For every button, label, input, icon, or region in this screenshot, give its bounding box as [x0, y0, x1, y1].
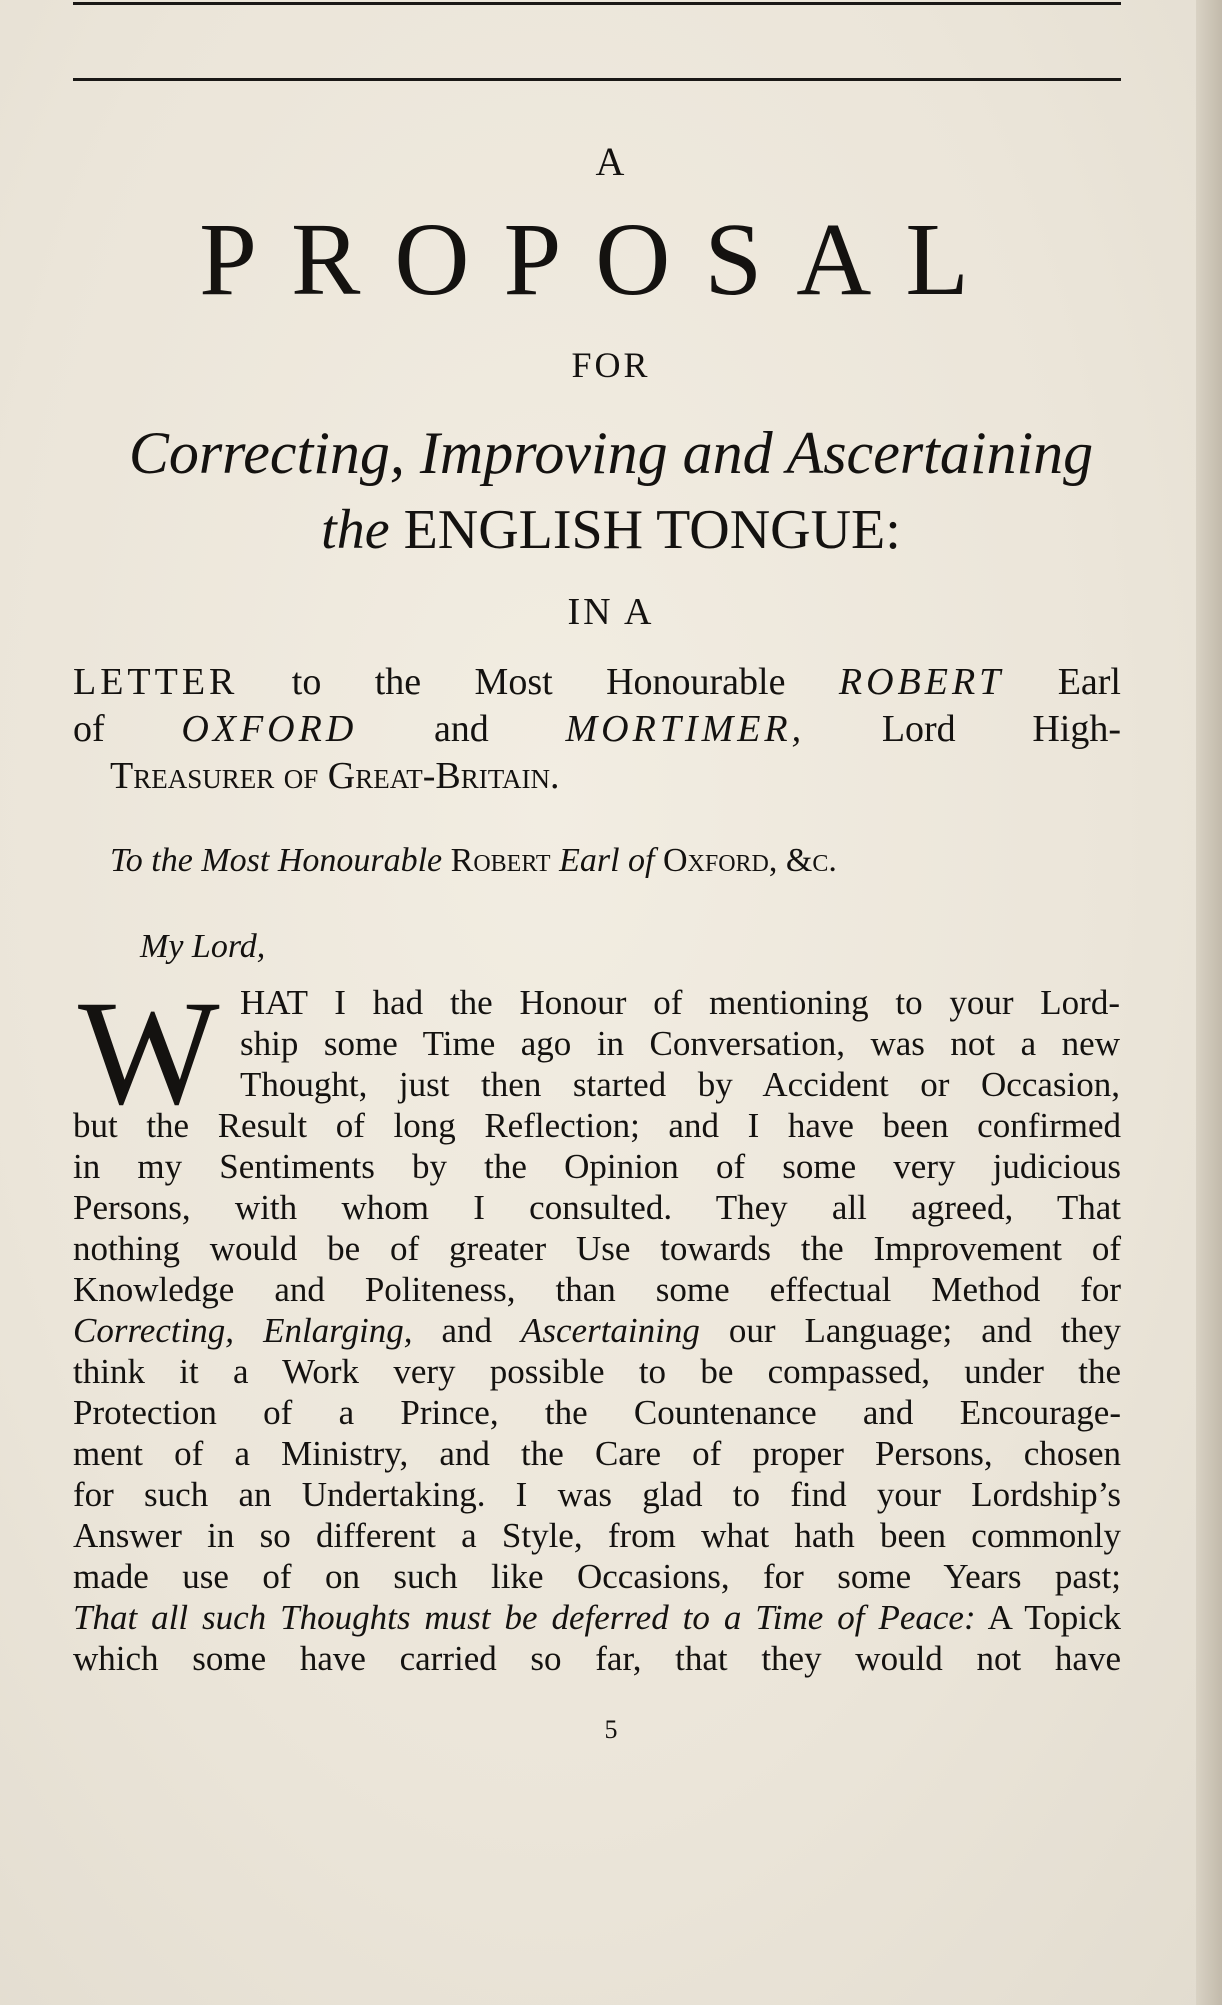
body-line: which some have carried so far, that they would not have [73, 1639, 1121, 1678]
body-line: ship some Time ago in Conversation, was not a new [240, 1024, 1120, 1063]
title-the: the [321, 499, 390, 561]
title-article: A [595, 139, 627, 184]
body-line: nothing would be of greater Use towards the Improvement of [73, 1229, 1121, 1268]
body-line-peace: That all such Thoughts must be deferred to a Time of Peace: A Topick [73, 1598, 1121, 1637]
body-line: think it a Work very possible to be compassed, under the [73, 1352, 1121, 1391]
title-in-a: IN A [567, 591, 655, 633]
body-line: Answer in so different a Style, from what hath been commonly [73, 1516, 1121, 1555]
body-line: for such an Undertaking. I was glad to find your Lordship’s [73, 1475, 1121, 1514]
top-rule [73, 2, 1121, 5]
letter-heading-line-2: of OXFORD and MORTIMER, Lord High- [73, 708, 1121, 750]
letter-heading-line-1: LETTER to the Most Honourable ROBERT Earl [73, 661, 1121, 703]
title-english-tongue [0, 500, 1222, 562]
body-line: Persons, with whom I consulted. They all agreed, That [73, 1188, 1121, 1227]
title-english-tongue-text: ENGLISH TONGUE: [403, 499, 901, 561]
header-rule [73, 78, 1121, 81]
body-line: Protection of a Prince, the Countenance and Encourage- [73, 1393, 1121, 1432]
body-line: but the Result of long Reflection; and I have been confirmed [73, 1106, 1121, 1145]
body-line: Thought, just then started by Accident or Occasion, [240, 1065, 1120, 1104]
body-line-correcting: Correcting, Enlarging, and Ascertaining our Language; and they [73, 1311, 1122, 1350]
drop-cap: W [78, 970, 220, 1136]
letter-heading-line-3: Treasurer of Great-Britain. [110, 755, 560, 797]
dedication-line: To the Most Honourable Robert Earl of Oxford, &c. [110, 842, 837, 879]
salutation: My Lord, [140, 928, 266, 965]
title-for: FOR [571, 345, 651, 385]
page-gutter [1196, 0, 1222, 2005]
title-proposal: PROPOSAL [199, 202, 1003, 317]
body-line: ment of a Ministry, and the Care of proper Persons, chosen [73, 1434, 1121, 1473]
body-line: made use of on such like Occasions, for some Years past; [73, 1557, 1121, 1596]
body-line: in my Sentiments by the Opinion of some very judicious [73, 1147, 1121, 1186]
title-subtitle-italic: Correcting, Improving and Ascertaining [128, 420, 1094, 486]
body-line: HAT I had the Honour of mentioning to your Lord- [240, 983, 1120, 1022]
body-line: Knowledge and Politeness, than some effectual Method for [73, 1270, 1121, 1309]
page-number: 5 [604, 1715, 618, 1744]
